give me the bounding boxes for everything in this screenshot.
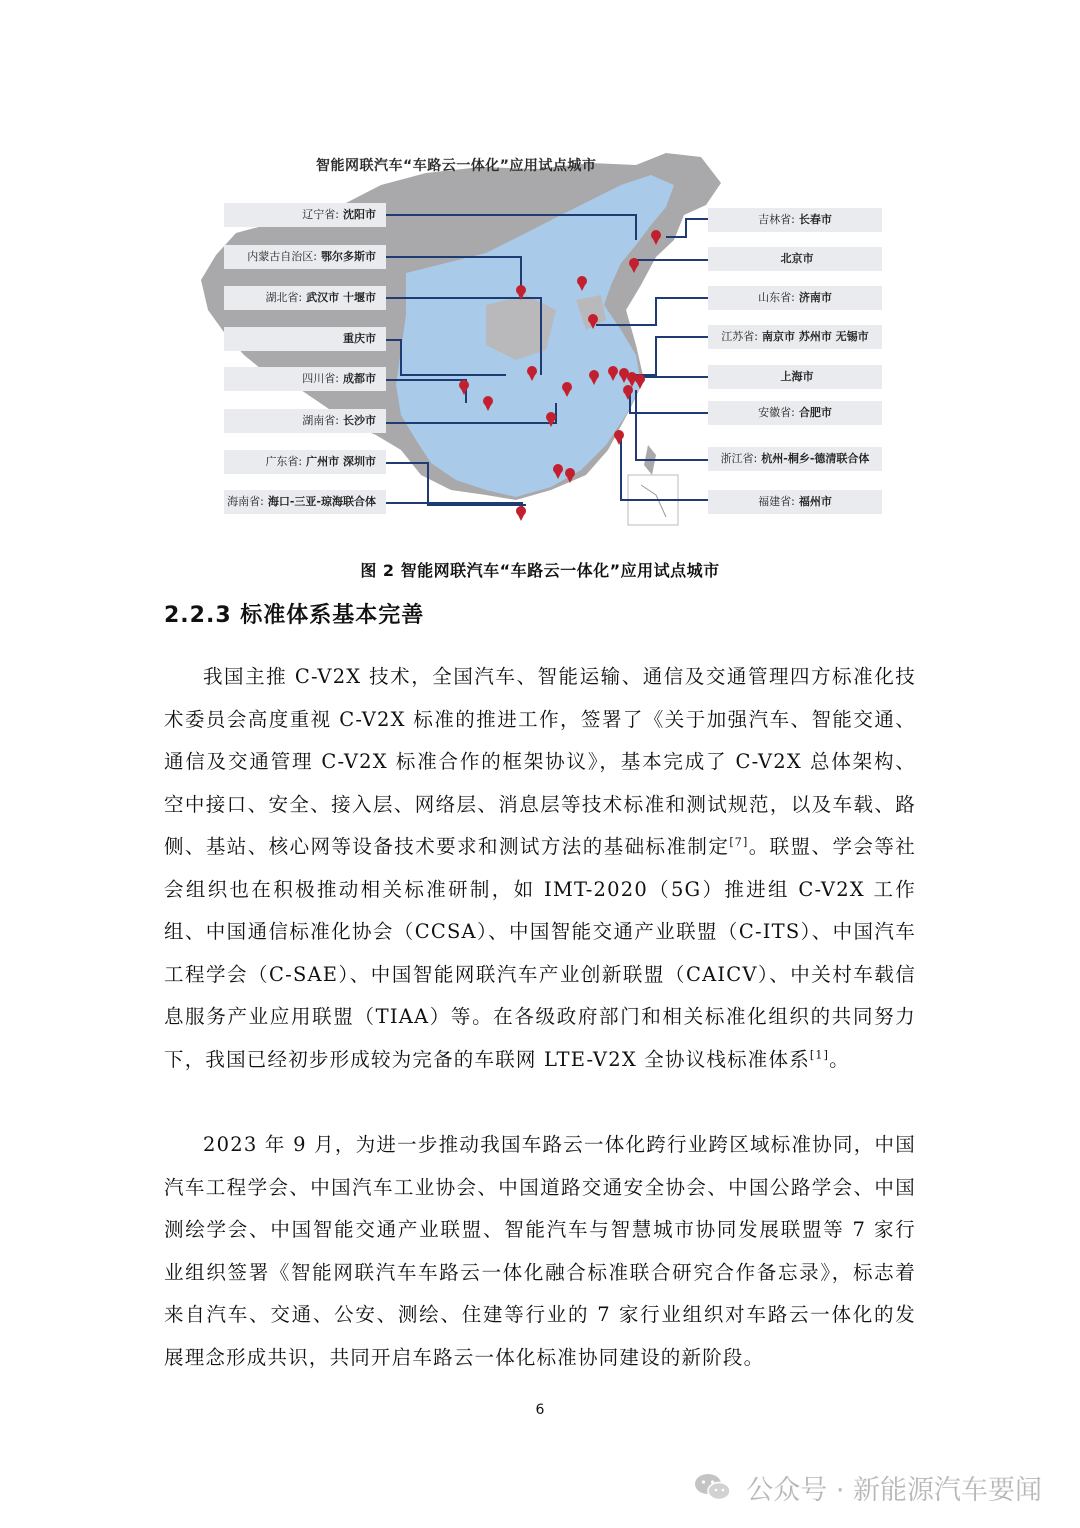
label-hubei: 湖北省: 武汉市 十堰市	[224, 286, 386, 310]
label-sichuan: 四川省: 成都市	[224, 367, 386, 391]
citation-ref[interactable]: [7]	[729, 835, 749, 849]
label-beijing: 北京市	[708, 247, 882, 271]
label-shanghai: 上海市	[708, 365, 882, 389]
body-paragraph: 2023 年 9 月，为进一步推动我国车路云一体化跨行业跨区域标准协同，中国汽车工程学会、中国汽车工业协会、中国道路交通安全协会、中国公路学会、中国测绘学会、中国智能交通产业联盟、智能汽车与智慧城市协同发展联盟等 7 家行业组织签署《智能网联汽车车路云一体化融合标准联合研究合作备忘录》，标志着来自汽车、交通、公安、测绘、住建等行业的 7 家行业组织对车路云一体化的发展理念形成共识，共同开启车路云一体化标准协同建设的新阶段。	[164, 1133, 916, 1369]
pin-hainan	[516, 506, 526, 521]
citation-ref[interactable]: [1]	[809, 1048, 830, 1061]
watermark-text: 公众号 · 新能源汽车要闻	[746, 1474, 1042, 1506]
map-title: 智能网联汽车“车路云一体化”应用试点城市	[316, 158, 597, 174]
body-paragraph: 我国主推 C-V2X 技术，全国汽车、智能运输、通信及交通管理四方标准化技术委员会高度重视 C-V2X 标准的推进工作，签署了《关于加强汽车、智能交通、通信及交通管理 C-V2X 标准合作的框架协议》，基本完成了 C-V2X 总体架构、空中接口、安全、接入层、网络层、消息层等技术标准和测试规范，以及车载、路侧、基站、核心网等设备技术要求和测试方法的基础标准制定[7]。联盟、学会等社会组织也在积极推动相关标准研制，如 IMT-2020（5G）推进组 C-V2X 工作组、中国通信标准化协会（CCSA）、中国智能交通产业联盟（C-ITS）、中国汽车工程学会（C-SAE）、中国智能网联汽车产业创新联盟（CAICV）、中关村车载信息服务产业应用联盟（TIAA）等。在各级政府部门和相关标准化组织的共同努力下，我国已经初步形成较为完备的车联网 LTE-V2X 全协议栈标准体系[1]。	[164, 665, 916, 1071]
wechat-watermark	[694, 1467, 1042, 1507]
label-zhejiang: 浙江省: 杭州-桐乡-德清联合体	[708, 447, 882, 471]
page-number: 6	[535, 1402, 545, 1418]
section-heading: 2.2.3 标准体系基本完善	[164, 603, 425, 628]
label-inner-mongolia: 内蒙古自治区: 鄂尔多斯市	[224, 245, 386, 269]
label-hainan: 海南省: 海口-三亚-琼海联合体	[224, 490, 386, 514]
label-jiangsu: 江苏省: 南京市 苏州市 无锡市	[708, 325, 882, 349]
label-hunan: 湖南省: 长沙市	[224, 409, 386, 433]
label-shandong: 山东省: 济南市	[708, 286, 882, 310]
label-anhui: 安徽省: 合肥市	[708, 401, 882, 425]
pin-fuzhou	[614, 430, 624, 445]
label-liaoning: 辽宁省: 沈阳市	[224, 203, 386, 227]
figure-caption: 图 2 智能网联汽车“车路云一体化”应用试点城市	[360, 561, 720, 580]
pilot-cities-map-figure	[196, 145, 892, 545]
label-guangdong: 广东省: 广州市 深圳市	[224, 450, 386, 474]
label-jilin: 吉林省: 长春市	[708, 208, 882, 232]
label-chongqing: 重庆市	[224, 327, 386, 351]
label-fujian: 福建省: 福州市	[708, 490, 882, 514]
wechat-icon	[694, 1472, 732, 1502]
